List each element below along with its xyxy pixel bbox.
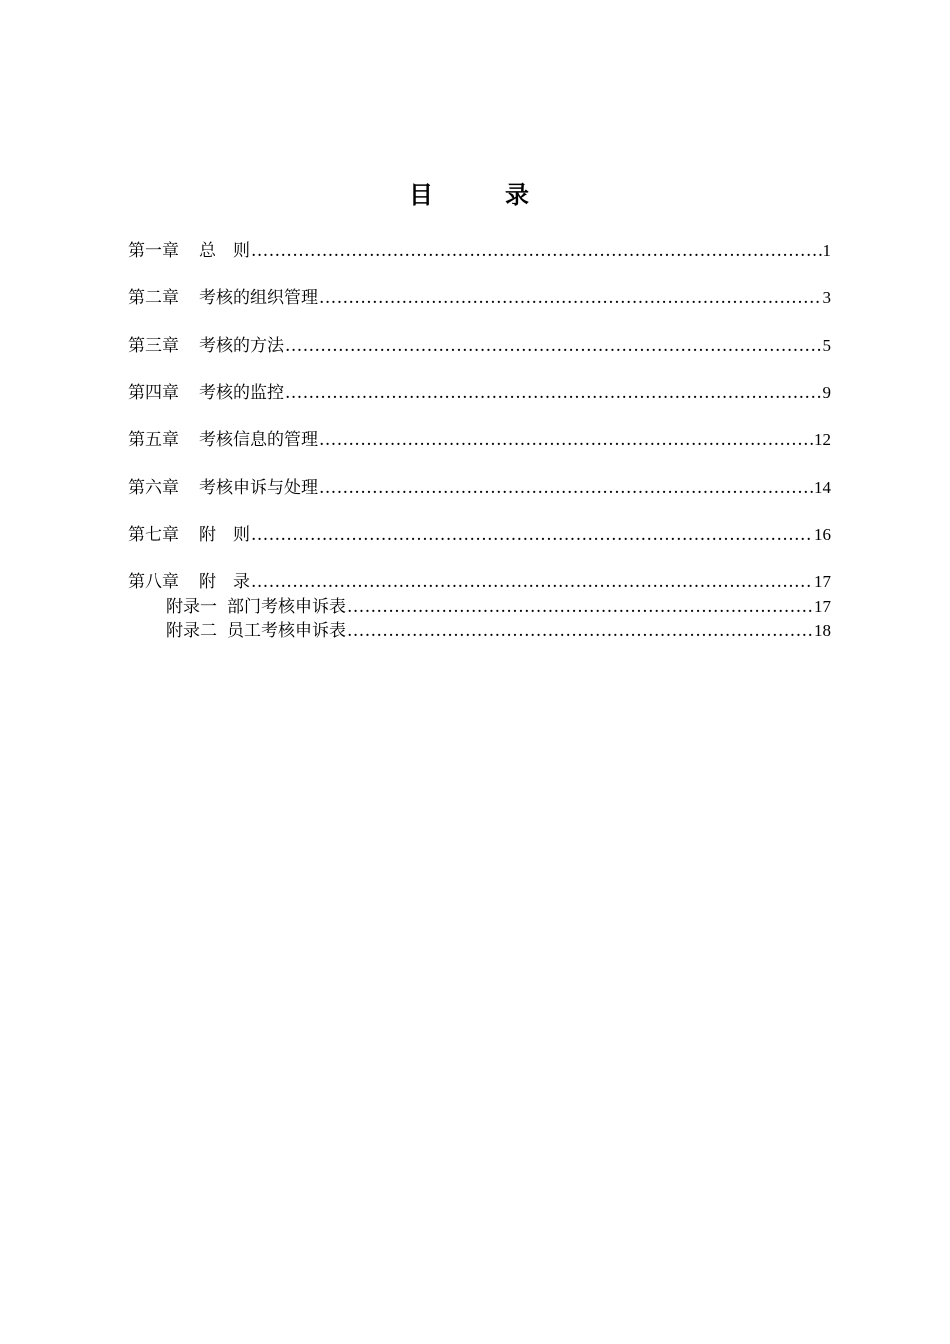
toc-entry-chapter-3[interactable] bbox=[128, 335, 831, 357]
toc-appendix-title: 部门考核申诉表 bbox=[227, 597, 346, 617]
toc-chapter-label: 第二章 bbox=[128, 288, 179, 308]
toc-chapter-label: 第三章 bbox=[128, 336, 179, 356]
toc-dot-leader bbox=[251, 240, 822, 262]
toc-dot-leader bbox=[319, 429, 813, 451]
toc-chapter-label: 第五章 bbox=[128, 430, 179, 450]
toc-dot-leader bbox=[285, 382, 822, 404]
toc-chapter-title: 附 则 bbox=[199, 525, 250, 545]
toc-dot-leader bbox=[251, 571, 813, 593]
toc-dot-leader bbox=[251, 524, 813, 546]
toc-dot-leader bbox=[347, 620, 813, 642]
toc-chapter-title: 总 则 bbox=[199, 241, 250, 261]
toc-dot-leader bbox=[319, 287, 822, 309]
toc-entry-chapter-1[interactable] bbox=[128, 240, 831, 262]
toc-dot-leader bbox=[285, 335, 822, 357]
toc-appendix-label: 附录二 bbox=[166, 621, 217, 641]
toc-page-number: 16 bbox=[814, 525, 831, 544]
toc-chapter-label: 第四章 bbox=[128, 383, 179, 403]
toc-page-number: 17 bbox=[814, 597, 831, 616]
toc-chapter-label: 第七章 bbox=[128, 525, 179, 545]
toc-entry-appendix-2[interactable] bbox=[166, 620, 831, 642]
toc-chapter-title: 考核的监控 bbox=[199, 383, 284, 403]
toc-entry-chapter-8[interactable] bbox=[128, 571, 831, 593]
toc-page-number: 5 bbox=[822, 336, 831, 355]
toc-appendix-label: 附录一 bbox=[166, 597, 217, 617]
toc-chapter-label: 第六章 bbox=[128, 478, 179, 498]
toc-chapter-title: 考核申诉与处理 bbox=[199, 478, 318, 498]
toc-page-number: 17 bbox=[814, 572, 831, 591]
toc-entry-chapter-7[interactable] bbox=[128, 524, 831, 546]
toc-page-number: 1 bbox=[822, 241, 831, 260]
toc-appendix-title: 员工考核申诉表 bbox=[227, 621, 346, 641]
toc-entry-chapter-5[interactable] bbox=[128, 429, 831, 451]
toc-entry-chapter-6[interactable] bbox=[128, 477, 831, 499]
toc-page-number: 9 bbox=[822, 383, 831, 402]
toc-chapter-title: 附 录 bbox=[199, 572, 250, 592]
toc-page-number: 3 bbox=[822, 288, 831, 307]
toc-chapter-title: 考核的方法 bbox=[199, 336, 284, 356]
toc-dot-leader bbox=[347, 596, 813, 618]
toc-dot-leader bbox=[319, 477, 813, 499]
toc-entry-chapter-2[interactable] bbox=[128, 287, 831, 309]
toc-page-number: 12 bbox=[814, 430, 831, 449]
toc-chapter-title: 考核的组织管理 bbox=[199, 288, 318, 308]
toc-entry-chapter-4[interactable] bbox=[128, 382, 831, 404]
toc-chapter-label: 第八章 bbox=[128, 572, 179, 592]
toc-page-number: 18 bbox=[814, 621, 831, 640]
toc-page-number: 14 bbox=[814, 478, 831, 497]
toc-title: 目 录 bbox=[409, 181, 553, 209]
toc-chapter-title: 考核信息的管理 bbox=[199, 430, 318, 450]
toc-chapter-label: 第一章 bbox=[128, 241, 179, 261]
toc-entry-appendix-1[interactable] bbox=[166, 596, 831, 618]
